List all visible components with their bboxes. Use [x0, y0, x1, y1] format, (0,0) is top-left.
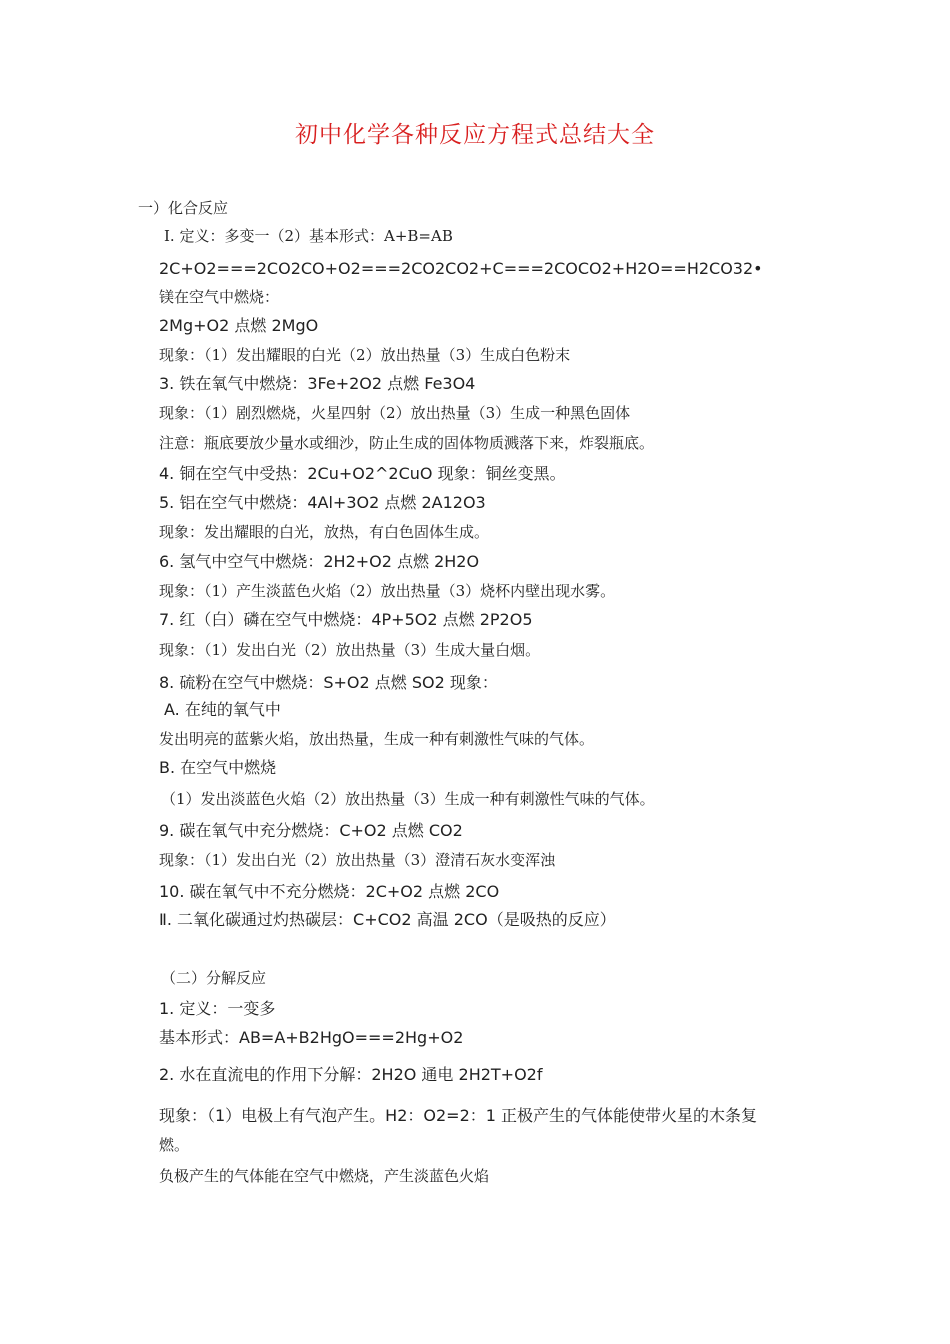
text-line: 负极产生的气体能在空气中燃烧，产生淡蓝色火焰	[159, 1167, 490, 1185]
phenomenon-line: 现象：（1）发出白光（2）放出热量（3）生成大量白烟。	[159, 641, 541, 659]
document-title: 初中化学各种反应方程式总结大全	[295, 122, 655, 148]
subcase-heading: A. 在纯的氧气中	[164, 700, 281, 719]
equation-line: 7. 红（白）磷在空气中燃烧：4P+5O2 点燃 2P2O5	[159, 610, 533, 629]
equation-line: 4. 铜在空气中受热：2Cu+O2^2CuO 现象：铜丝变黑。	[159, 464, 566, 483]
equation-line: 2C+O2===2CO2CO+O2===2CO2CO2+C===2COCO2+H2O==H2CO32•	[159, 259, 763, 278]
phenomenon-line: （1）发出淡蓝色火焰（2）放出热量（3）生成一种有刺激性气味的气体。	[161, 790, 655, 808]
equation-line: 5. 铝在空气中燃烧：4Al+3O2 点燃 2A12O3	[159, 493, 486, 512]
subcase-heading: B. 在空气中燃烧	[159, 758, 277, 777]
equation-line: Ⅱ. 二氧化碳通过灼热碳层：C+CO2 高温 2CO（是吸热的反应）	[159, 910, 616, 929]
equation-line: 3. 铁在氧气中燃烧：3Fe+2O2 点燃 Fe3O4	[159, 374, 476, 393]
phenomenon-line: 现象：（1）产生淡蓝色火焰（2）放出热量（3）烧杯内壁出现水雾。	[159, 582, 616, 600]
section-heading-decomposition: （二）分解反应	[161, 969, 267, 987]
definition-line: Ⅰ. 定义：多变一（2）基本形式：A+B=AB	[164, 227, 453, 245]
phenomenon-line: 现象：（1）电极上有气泡产生。H2：O2=2：1 正极产生的气体能使带火星的木条复	[159, 1106, 758, 1125]
phenomenon-line: 现象：（1）剧烈燃烧，火星四射（2）放出热量（3）生成一种黑色固体	[159, 404, 631, 422]
equation-line: 基本形式：AB=A+B2HgO===2Hg+O2	[159, 1028, 464, 1047]
equation-line: 9. 碳在氧气中充分燃烧：C+O2 点燃 CO2	[159, 821, 463, 840]
section-heading-combination: 一）化合反应	[138, 199, 229, 217]
text-line: 燃。	[159, 1136, 190, 1154]
text-line: 镁在空气中燃烧：	[159, 288, 280, 306]
equation-line: 2. 水在直流电的作用下分解：2H2O 通电 2H2T+O2f	[159, 1065, 543, 1084]
phenomenon-line: 现象：发出耀眼的白光，放热，有白色固体生成。	[159, 523, 490, 541]
text-line: 发出明亮的蓝紫火焰，放出热量，生成一种有刺激性气味的气体。	[159, 730, 595, 748]
phenomenon-line: 现象：（1）发出耀眼的白光（2）放出热量（3）生成白色粉末	[159, 346, 571, 364]
equation-line: 10. 碳在氧气中不充分燃烧：2C+O2 点燃 2CO	[159, 882, 500, 901]
note-line: 注意：瓶底要放少量水或细沙，防止生成的固体物质溅落下来，炸裂瓶底。	[159, 434, 655, 452]
equation-line: 6. 氢气中空气中燃烧：2H2+O2 点燃 2H2O	[159, 552, 480, 571]
definition-line: 1. 定义：一变多	[159, 999, 276, 1018]
equation-line: 8. 硫粉在空气中燃烧：S+O2 点燃 SO2 现象：	[159, 673, 498, 692]
phenomenon-line: 现象：（1）发出白光（2）放出热量（3）澄清石灰水变浑浊	[159, 851, 556, 869]
equation-line: 2Mg+O2 点燃 2MgO	[159, 316, 319, 335]
